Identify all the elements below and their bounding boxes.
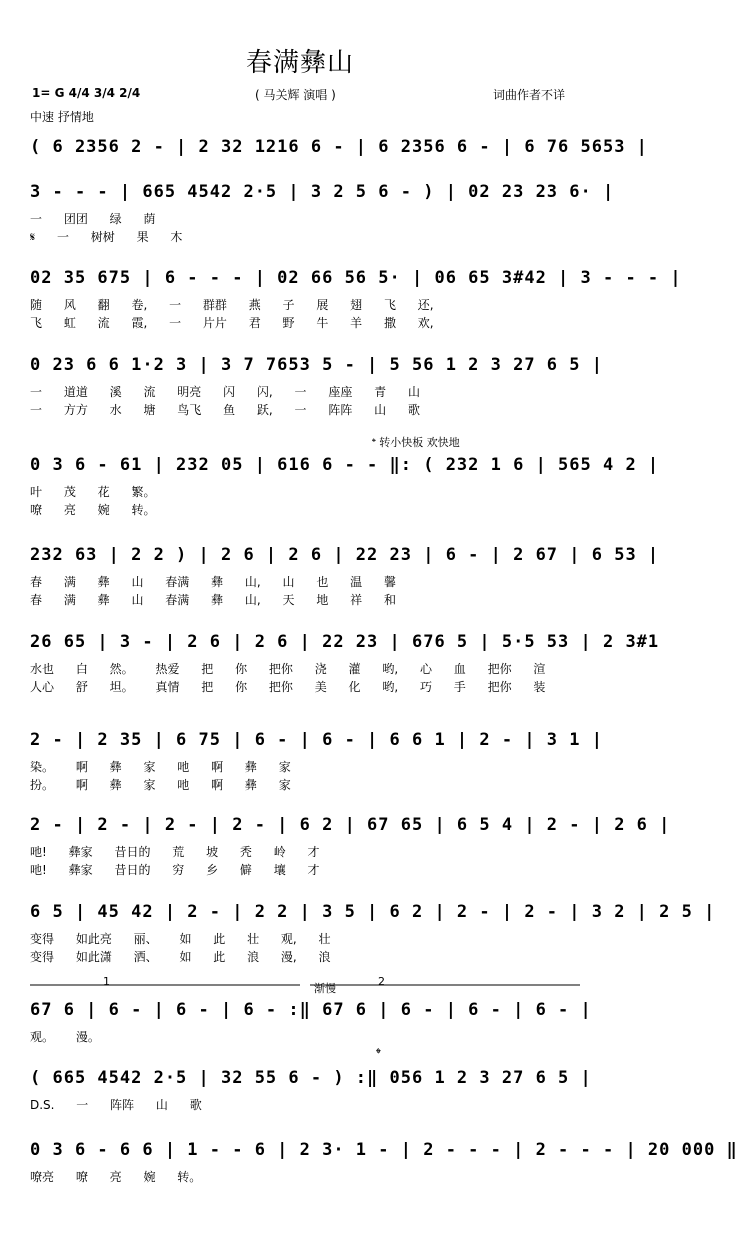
credits: 词曲作者不详 (493, 88, 566, 102)
music-line: 0 23 6 6 1·2 3 | 3 7 7653 5 - | 5 56 1 2 3 27 6 5 | (30, 355, 603, 375)
singer: ( 马关辉 演唱 ) (255, 88, 336, 102)
lyric-line: 春 满 彝 山 春满 彝 山, 天 地 祥 和 (30, 593, 396, 607)
lyric-line: 水也 白 然。 热爱 把 你 把你 浇 灌 哟, 心 血 把你 渲 (30, 662, 546, 676)
lyric-line: 吔! 彝家 昔日的 荒 坡 秃 岭 才 (30, 845, 320, 859)
lyric-line: D.S. 一 阵阵 山 歌 (30, 1098, 202, 1112)
lyric-line: 变得 如此潇 洒、 如 此 浪 漫, 浪 (30, 950, 331, 964)
coda-sign: 𝄌 (376, 1046, 381, 1062)
lyric-line: 扮。 啊 彝 家 吔 啊 彝 家 (30, 778, 291, 792)
lyric-line: 吔! 彝家 昔日的 穷 乡 僻 壤 才 (30, 863, 320, 877)
lyric-line: 嘹亮 嘹 亮 婉 转。 (30, 1170, 202, 1184)
music-line: 26 65 | 3 - | 2 6 | 2 6 | 22 23 | 676 5 | 5·5 53 | 2 3#1 (30, 632, 660, 652)
lyric-line: 一 道道 溪 流 明亮 闪 闪, 一 座座 青 山 (30, 385, 420, 399)
rit-marking: 渐慢 (314, 982, 336, 995)
lyric-line: 观。 漫。 (30, 1030, 100, 1044)
music-line: 2 - | 2 - | 2 - | 2 - | 6 2 | 67 65 | 6 5 4 | 2 - | 2 6 | (30, 815, 671, 835)
key-meter: 1= G 4/4 3/4 2/4 (32, 86, 141, 100)
music-line: 67 6 | 6 - | 6 - | 6 - :‖ 67 6 | 6 - | 6 - | 6 - | (30, 1000, 592, 1020)
lyric-line: 飞 虹 流 霞, 一 片片 君 野 牛 羊 撒 欢, (30, 316, 434, 330)
lyric-line: 染。 啊 彝 家 吔 啊 彝 家 (30, 760, 291, 774)
lyric-line: 人心 舒 坦。 真情 把 你 把你 美 化 哟, 巧 手 把你 装 (30, 680, 546, 694)
music-line: 3 - - - | 665 4542 2·5 | 3 2 5 6 - ) | 02 23 23 6· | (30, 182, 615, 202)
tempo-change: 转小快板 欢快地 (379, 436, 460, 449)
volta-1-label: 1 (103, 975, 110, 988)
lyric-line: 𝄋 一 树树 果 木 (30, 230, 183, 244)
coda-icon: 𝄌 (372, 436, 376, 449)
lyric-line: 变得 如此亮 丽、 如 此 壮 观, 壮 (30, 932, 331, 946)
music-line: ( 6 2356 2 - | 2 32 1216 6 - | 6 2356 6 - | 6 76 5653 | (30, 137, 648, 157)
music-line: 2 - | 2 35 | 6 75 | 6 - | 6 - | 6 6 1 | 2 - | 3 1 | (30, 730, 603, 750)
music-line: 02 35 675 | 6 - - - | 02 66 56 5· | 06 65 3#42 | 3 - - - | (30, 268, 682, 288)
music-line: ( 665 4542 2·5 | 32 55 6 - ) :‖ 056 1 2 3 27 6 5 | (30, 1068, 592, 1088)
lyric-line: 嘹 亮 婉 转。 (30, 503, 156, 517)
lyric-line: 春 满 彝 山 春满 彝 山, 山 也 温 馨 (30, 575, 396, 589)
song-title: 春满彝山 (246, 48, 355, 78)
music-line: 232 63 | 2 2 ) | 2 6 | 2 6 | 22 23 | 6 - | 2 67 | 6 53 | (30, 545, 660, 565)
tempo-marking: 中速 抒情地 (30, 110, 94, 124)
lyric-line: 随 风 翻 卷, 一 群群 燕 子 展 翅 飞 还, (30, 298, 434, 312)
music-line: 0 3 6 - 6 6 | 1 - - 6 | 2 3· 1 - | 2 - - - | 2 - - - | 20 000 ‖ (30, 1140, 738, 1160)
volta-2-label: 2 (378, 975, 385, 988)
music-line: 0 3 6 - 61 | 232 05 | 616 6 - - ‖: ( 232 1 6 | 565 4 2 | (30, 455, 660, 475)
lyric-line: 一 方方 水 塘 鸟飞 鱼 跃, 一 阵阵 山 歌 (30, 403, 420, 417)
lyric-line: 一 团团 绿 荫 (30, 212, 156, 226)
music-line: 6 5 | 45 42 | 2 - | 2 2 | 3 5 | 6 2 | 2 - | 2 - | 3 2 | 2 5 | (30, 902, 716, 922)
lyric-line: 叶 茂 花 繁。 (30, 485, 156, 499)
